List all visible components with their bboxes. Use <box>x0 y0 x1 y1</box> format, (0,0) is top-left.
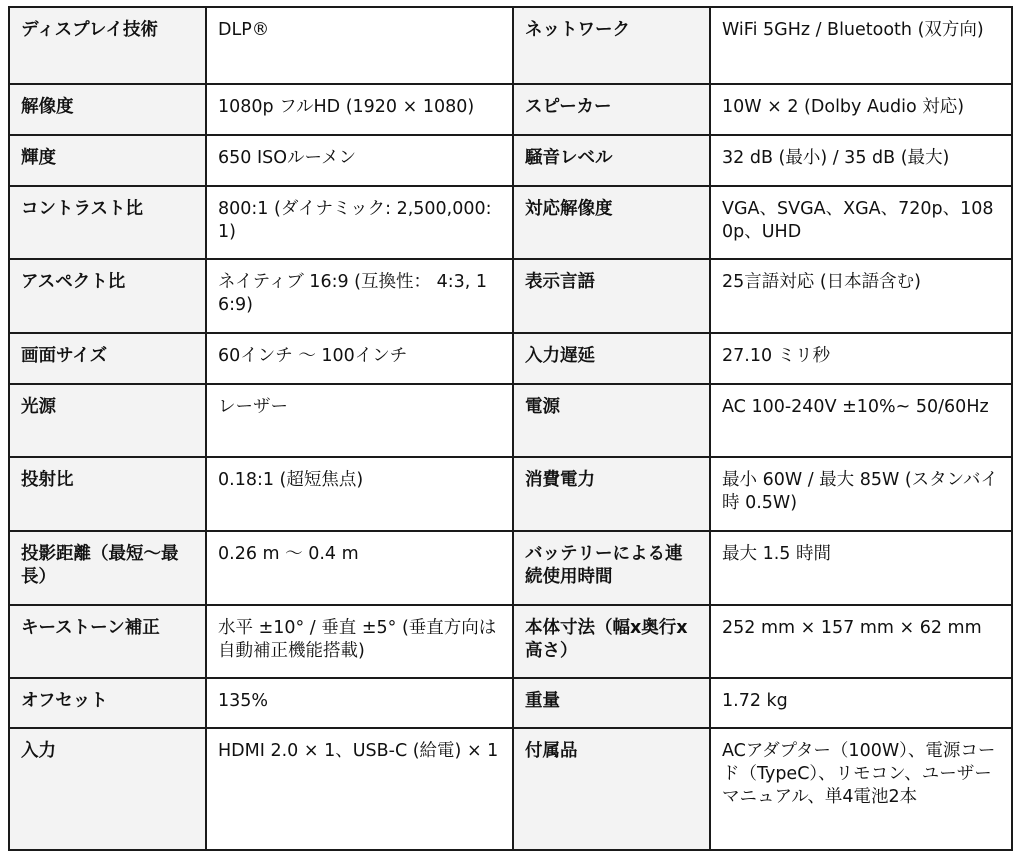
table-row <box>9 186 1012 259</box>
spec-value: WiFi 5GHz / Bluetooth (双方向) <box>710 7 1012 84</box>
spec-label: バッテリーによる連続使用時間 <box>513 531 710 605</box>
spec-value: 60インチ 〜 100インチ <box>206 333 513 384</box>
spec-label: 付属品 <box>513 728 710 850</box>
spec-value: 800:1 (ダイナミック: 2,500,000:1) <box>206 186 513 259</box>
spec-label: 光源 <box>9 384 206 457</box>
spec-label: 輝度 <box>9 135 206 186</box>
table-row <box>9 457 1012 531</box>
spec-label: スピーカー <box>513 84 710 135</box>
table-row <box>9 259 1012 333</box>
table-row <box>9 605 1012 678</box>
spec-value: 水平 ±10° / 垂直 ±5° (垂直方向は自動補正機能搭載) <box>206 605 513 678</box>
spec-label: コントラスト比 <box>9 186 206 259</box>
spec-value: 0.18:1 (超短焦点) <box>206 457 513 531</box>
spec-label: 投射比 <box>9 457 206 531</box>
table-row <box>9 384 1012 457</box>
table-row <box>9 84 1012 135</box>
spec-label: 電源 <box>513 384 710 457</box>
table-row <box>9 531 1012 605</box>
table-row <box>9 135 1012 186</box>
spec-value: 135% <box>206 678 513 728</box>
spec-label: キーストーン補正 <box>9 605 206 678</box>
spec-label: 表示言語 <box>513 259 710 333</box>
spec-value: VGA、SVGA、XGA、720p、1080p、UHD <box>710 186 1012 259</box>
spec-label: 重量 <box>513 678 710 728</box>
spec-value: HDMI 2.0 × 1、USB-C (給電) × 1 <box>206 728 513 850</box>
spec-value: 最大 1.5 時間 <box>710 531 1012 605</box>
spec-label: 画面サイズ <box>9 333 206 384</box>
spec-label: 本体寸法（幅x奥行x高さ） <box>513 605 710 678</box>
spec-value: 1080p フルHD (1920 × 1080) <box>206 84 513 135</box>
table-row <box>9 678 1012 728</box>
spec-label: 対応解像度 <box>513 186 710 259</box>
table-row <box>9 7 1012 84</box>
spec-value: 0.26 m 〜 0.4 m <box>206 531 513 605</box>
spec-label: オフセット <box>9 678 206 728</box>
spec-label: ネットワーク <box>513 7 710 84</box>
spec-value: 最小 60W / 最大 85W (スタンバイ時 0.5W) <box>710 457 1012 531</box>
spec-value: 1.72 kg <box>710 678 1012 728</box>
spec-value: 32 dB (最小) / 35 dB (最大) <box>710 135 1012 186</box>
spec-value: 25言語対応 (日本語含む) <box>710 259 1012 333</box>
spec-label: 解像度 <box>9 84 206 135</box>
table-row <box>9 728 1012 850</box>
spec-table-container <box>8 6 1013 851</box>
spec-label: アスペクト比 <box>9 259 206 333</box>
spec-label: ディスプレイ技術 <box>9 7 206 84</box>
spec-table <box>8 6 1013 851</box>
spec-label: 騒音レベル <box>513 135 710 186</box>
spec-value: AC 100-240V ±10%~ 50/60Hz <box>710 384 1012 457</box>
spec-value: 252 mm × 157 mm × 62 mm <box>710 605 1012 678</box>
spec-value: ネイティブ 16:9 (互換性： 4:3, 16:9) <box>206 259 513 333</box>
spec-value: 10W × 2 (Dolby Audio 対応) <box>710 84 1012 135</box>
spec-label: 入力遅延 <box>513 333 710 384</box>
spec-value: ACアダプター（100W）、電源コード（TypeC）、リモコン、ユーザーマニュアル、単4電池2本 <box>710 728 1012 850</box>
spec-value: 27.10 ミリ秒 <box>710 333 1012 384</box>
spec-label: 消費電力 <box>513 457 710 531</box>
table-row <box>9 333 1012 384</box>
spec-value: 650 ISOルーメン <box>206 135 513 186</box>
spec-value: レーザー <box>206 384 513 457</box>
spec-label: 入力 <box>9 728 206 850</box>
spec-value: DLP® <box>206 7 513 84</box>
spec-label: 投影距離（最短〜最長） <box>9 531 206 605</box>
